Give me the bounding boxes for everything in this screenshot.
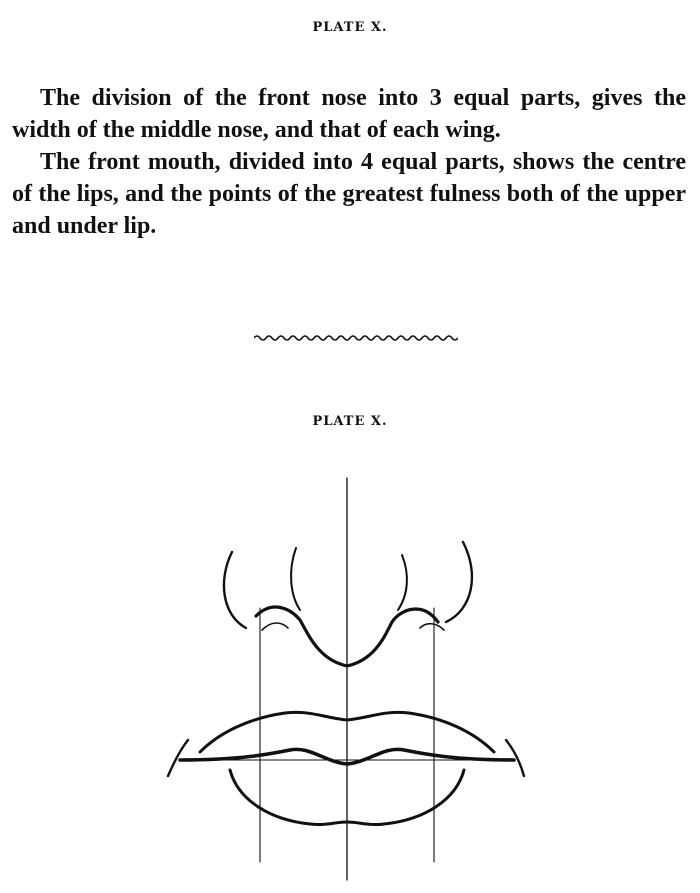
nose-mouth-figure bbox=[160, 470, 540, 890]
paragraph-nose-division: The division of the front nose into 3 equal parts, gives the width of the middle nose, and that of each wing. bbox=[12, 85, 686, 143]
nose-left-outline bbox=[224, 552, 246, 628]
mouth-corner-left bbox=[168, 740, 188, 776]
body-text bbox=[12, 82, 686, 242]
nostril-right bbox=[420, 624, 444, 630]
mouth-corner-right bbox=[506, 740, 524, 776]
plate-heading: PLATE X. bbox=[312, 20, 388, 35]
nose-bridge-left bbox=[291, 548, 300, 610]
wavy-rule-divider bbox=[254, 332, 458, 344]
nostril-left bbox=[262, 623, 288, 630]
figure-heading: PLATE X. bbox=[312, 414, 388, 429]
nose-bridge-right bbox=[398, 555, 407, 610]
paragraph-mouth-division: The front mouth, divided into 4 equal parts, shows the centre of the lips, and the points of the greatest fulness both of the upper and under lip. bbox=[12, 149, 686, 239]
nose-right-outline bbox=[446, 542, 472, 622]
